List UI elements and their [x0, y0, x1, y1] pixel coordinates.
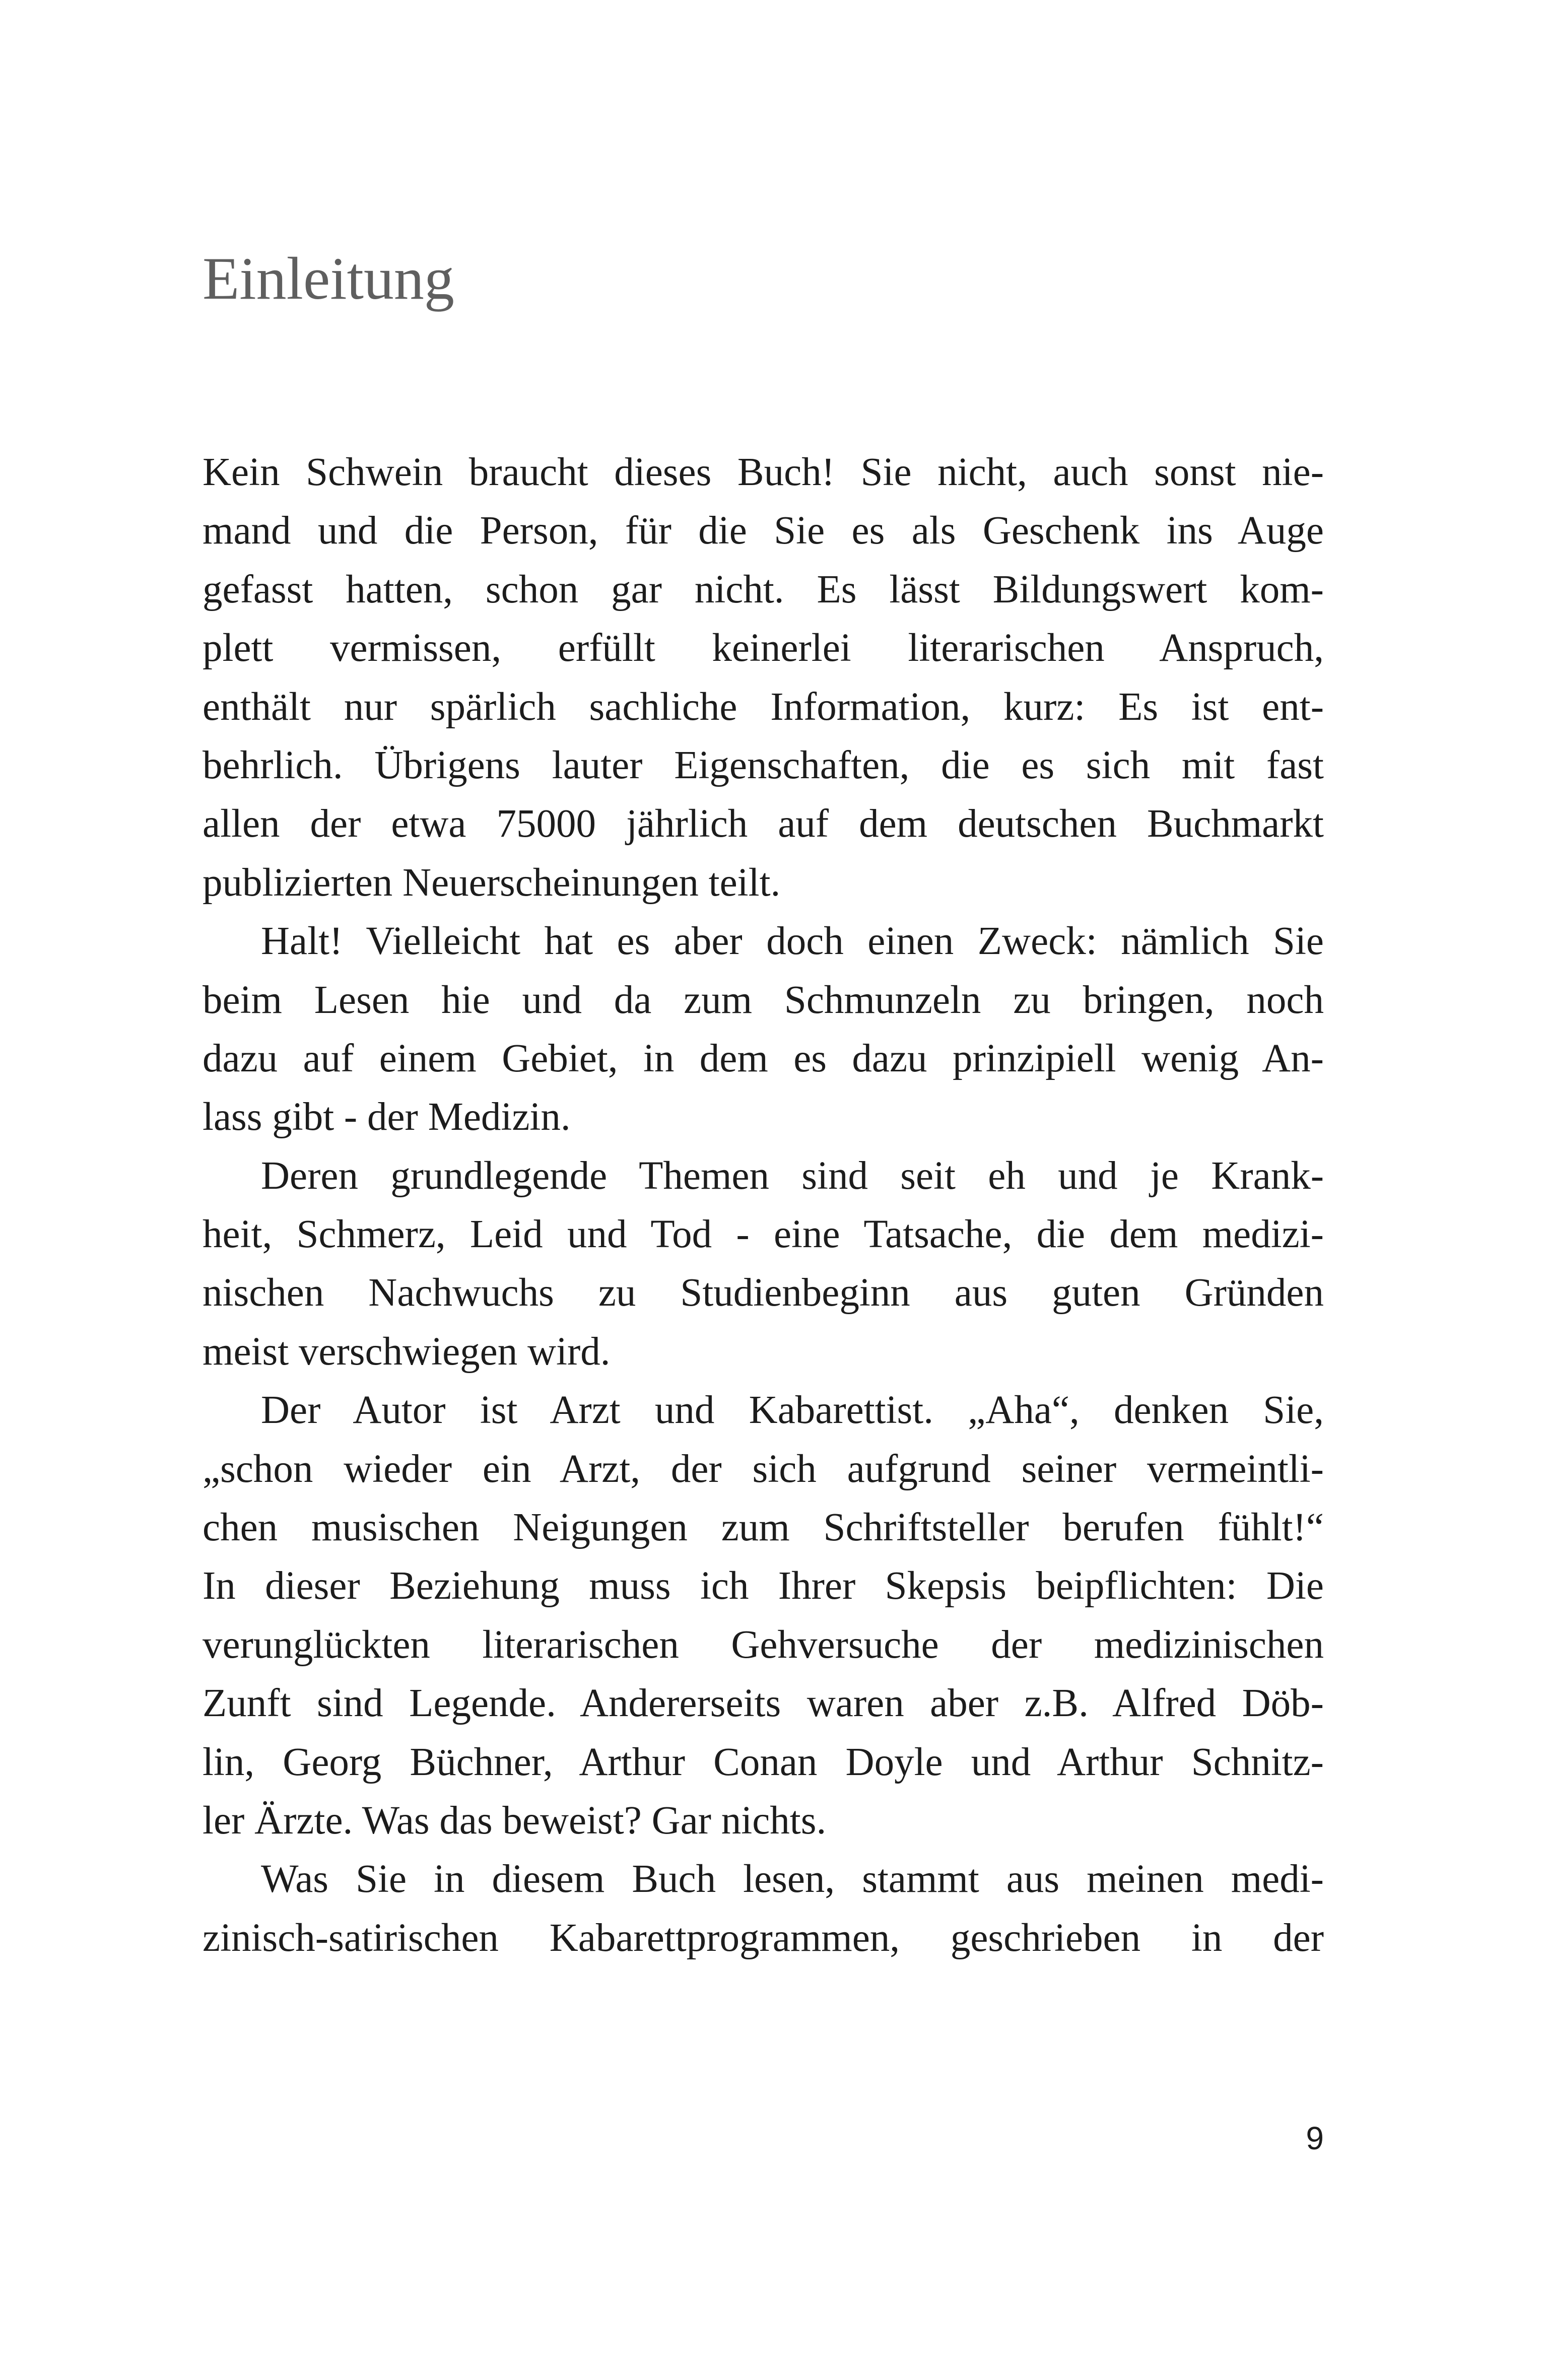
text-line: Der Autor ist Arzt und Kabarettist. „Aha“, denken Sie, [261, 1388, 1324, 1433]
text-line: beim Lesen hie und da zum Schmunzeln zu bringen, noch [203, 978, 1324, 1022]
text-line: enthält nur spärlich sachliche Information, kurz: Es ist ent- [203, 685, 1324, 729]
text-line: ler Ärzte. Was das beweist? Gar nichts. [203, 1798, 827, 1843]
body-text [203, 443, 1324, 1967]
text-line: lass gibt - der Medizin. [203, 1095, 571, 1139]
text-line: gefasst hatten, schon gar nicht. Es lässt Bildungswert kom- [203, 567, 1324, 611]
paragraph-1 [203, 443, 1324, 912]
text-line: verunglückten literarischen Gehversuche der medizinischen [203, 1622, 1324, 1667]
text-line: plett vermissen, erfüllt keinerlei literarischen Anspruch, [203, 626, 1324, 670]
text-line: allen der etwa 75000 jährlich auf dem deutschen Buchmarkt [203, 802, 1324, 846]
text-line: dazu auf einem Gebiet, in dem es dazu prinzipiell wenig An- [203, 1036, 1324, 1080]
text-line: lin, Georg Büchner, Arthur Conan Doyle und Arthur Schnitz- [203, 1740, 1324, 1784]
text-line: Halt! Vielleicht hat es aber doch einen Zweck: nämlich Sie [261, 919, 1324, 964]
paragraph-3 [203, 1147, 1324, 1382]
text-line: Kein Schwein braucht dieses Buch! Sie nicht, auch sonst nie- [203, 450, 1324, 494]
text-line: meist verschwiegen wird. [203, 1329, 611, 1374]
page-title: Einleitung [203, 245, 454, 312]
text-line: Was Sie in diesem Buch lesen, stammt aus meinen medi- [261, 1857, 1324, 1901]
page-number: 9 [1306, 2120, 1324, 2156]
text-line: nischen Nachwuchs zu Studienbeginn aus guten Gründen [203, 1271, 1324, 1315]
text-line: mand und die Person, für die Sie es als Geschenk ins Auge [203, 509, 1324, 553]
text-line: zinisch-satirischen Kabarettprogrammen, geschrieben in der [203, 1916, 1324, 1960]
text-line: publizierten Neuerscheinungen teilt. [203, 860, 781, 905]
text-line: behrlich. Übrigens lauter Eigenschaften, die es sich mit fast [203, 743, 1324, 787]
text-line: Zunft sind Legende. Andererseits waren aber z.B. Alfred Döb- [203, 1681, 1324, 1726]
text-line: chen musischen Neigungen zum Schriftsteller berufen fühlt!“ [203, 1506, 1324, 1550]
text-line: In dieser Beziehung muss ich Ihrer Skepsis beipflichten: Die [203, 1564, 1324, 1608]
text-line: heit, Schmerz, Leid und Tod - eine Tatsache, die dem medizi- [203, 1212, 1324, 1257]
text-line: „schon wieder ein Arzt, der sich aufgrund seiner vermeintli- [203, 1447, 1324, 1491]
text-line: Deren grundlegende Themen sind seit eh und je Krank- [261, 1153, 1324, 1198]
paragraph-4 [203, 1381, 1324, 1850]
paragraph-5 [203, 1850, 1324, 1967]
paragraph-2 [203, 912, 1324, 1147]
